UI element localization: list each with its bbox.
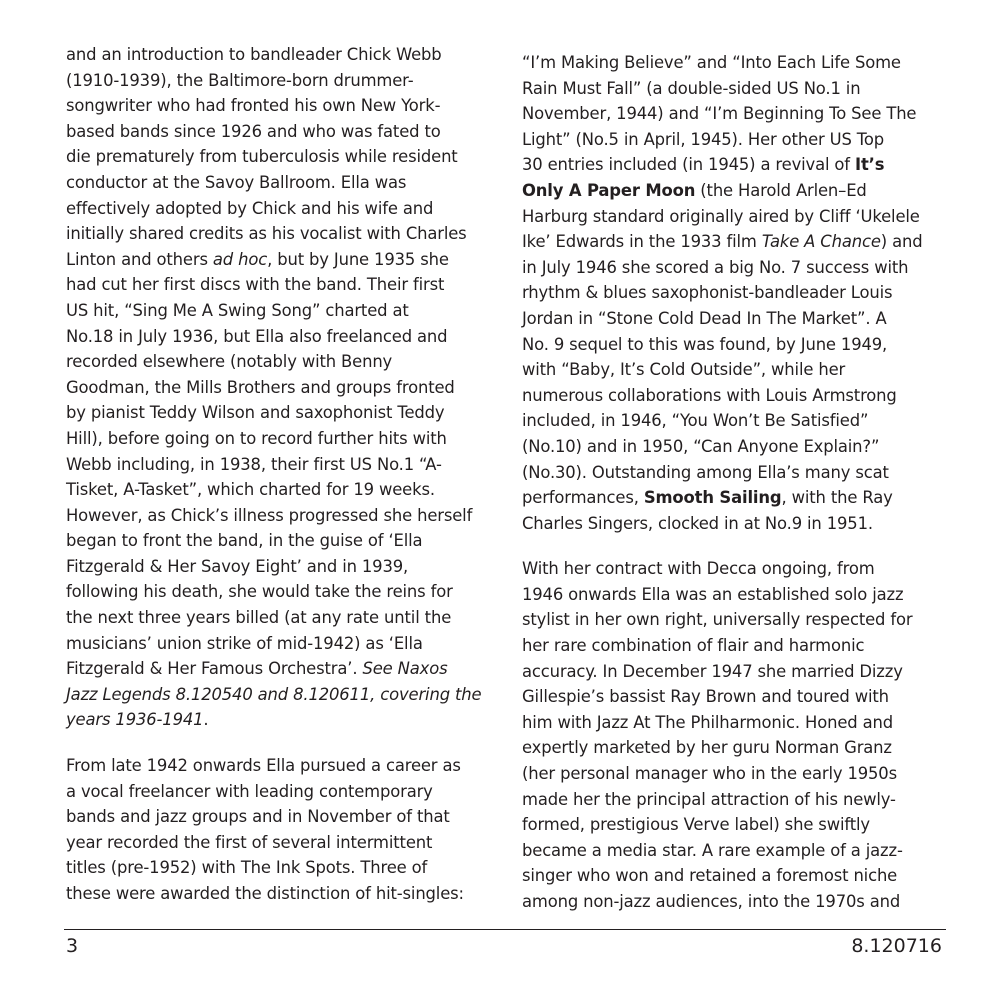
text-line: (No.30). Outstanding among Ella’s many scat (522, 462, 889, 482)
text-line: However, as Chick’s illness progressed she herself (66, 505, 473, 525)
text-line (522, 229, 952, 255)
text-line: die prematurely from tuberculosis while resident (66, 147, 458, 167)
text-line (66, 682, 496, 708)
text-line: recorded elsewhere (notably with Benny (66, 352, 393, 372)
text-line: had cut her first discs with the band. Their first (66, 275, 445, 295)
text-line: and an introduction to bandleader Chick Webb (66, 45, 442, 64)
italic-text: See Naxos (362, 659, 448, 679)
text-segment: Ike’ Edwards in the 1933 film (522, 232, 762, 252)
paragraph (522, 556, 952, 914)
text-line: Hill), before going on to record further hits with (66, 428, 447, 448)
text-segment: Linton and others (66, 249, 213, 269)
text-line: Rain Must Fall” (a double-sided US No.1 in (522, 78, 861, 98)
text-line: among non-jazz audiences, into the 1970s and (522, 892, 901, 911)
text-line: with “Baby, It’s Cold Outside”, while her (522, 360, 846, 380)
text-line: Webb including, in 1938, their first US No.1 “A- (66, 454, 442, 474)
text-line: made her the principal attraction of his newly- (522, 789, 896, 809)
text-line: November, 1944) and “I’m Beginning To See The (522, 104, 917, 124)
left-column (66, 42, 496, 927)
right-column (522, 50, 952, 935)
text-line: Jordan in “Stone Cold Dead In The Market”. A (522, 308, 887, 328)
text-segment: ) and (880, 232, 923, 252)
text-segment: Fitzgerald & Her Famous Orchestra’. (66, 659, 363, 679)
text-line: by pianist Teddy Wilson and saxophonist Teddy (66, 403, 445, 423)
text-line: “I’m Making Believe” and “Into Each Life Some (522, 53, 901, 72)
text-line: effectively adopted by Chick and his wife and (66, 198, 434, 218)
text-line (66, 707, 496, 733)
text-line: No.18 in July 1936, but Ella also freelanced and (66, 326, 448, 346)
text-line (66, 656, 496, 682)
text-line: these were awarded the distinction of hit-singles: (66, 884, 464, 903)
text-line: (1910-1939), the Baltimore-born drummer- (66, 70, 414, 90)
text-line (522, 485, 952, 511)
text-line: From late 1942 onwards Ella pursued a career as (66, 756, 461, 776)
text-segment: . (203, 710, 209, 730)
italic-text: Take A Chance (761, 232, 881, 252)
text-line: a vocal freelancer with leading contemporary (66, 781, 433, 801)
bold-text: It’s (855, 155, 885, 175)
text-line: US hit, “Sing Me A Swing Song” charted at (66, 300, 409, 320)
text-line: titles (pre-1952) with The Ink Spots. Three of (66, 858, 428, 878)
text-line: year recorded the first of several intermittent (66, 832, 433, 852)
text-line: began to front the band, in the guise of ‘Ella (66, 531, 423, 551)
paragraph (522, 50, 952, 536)
text-segment: , with the Ray (781, 488, 893, 508)
italic-text: years 1936-1941 (66, 710, 204, 730)
text-line: her rare combination of flair and harmonic (522, 636, 865, 656)
page-number: 3 (66, 935, 79, 957)
text-line: based bands since 1926 and who was fated to (66, 121, 441, 141)
text-line: Gillespie’s bassist Ray Brown and toured with (522, 687, 889, 707)
text-line: formed, prestigious Verve label) she swiftly (522, 815, 870, 835)
paragraph (66, 753, 496, 907)
bold-text: Smooth Sailing (643, 488, 782, 508)
text-line: 1946 onwards Ella was an established solo jazz (522, 584, 904, 604)
text-line: the next three years billed (at any rate until the (66, 608, 452, 628)
text-line: bands and jazz groups and in November of that (66, 807, 450, 827)
text-line: initially shared credits as his vocalist with Charles (66, 224, 467, 244)
italic-text: ad hoc (212, 249, 268, 269)
bold-text: Only A Paper Moon (522, 180, 696, 200)
text-segment: performances, (522, 488, 644, 508)
footer-rule (64, 929, 946, 930)
text-line (66, 247, 496, 273)
text-line: (No.10) and in 1950, “Can Anyone Explain?” (522, 436, 880, 456)
text-line: following his death, she would take the reins for (66, 582, 453, 602)
text-segment: (the Harold Arlen–Ed (695, 180, 867, 200)
text-line: in July 1946 she scored a big No. 7 success with (522, 257, 909, 277)
text-line: Tisket, A-Tasket”, which charted for 19 weeks. (66, 480, 435, 500)
catalogue-number: 8.120716 (851, 935, 942, 957)
text-line (522, 152, 952, 178)
text-line: Charles Singers, clocked in at No.9 in 1951. (522, 513, 873, 533)
text-line: became a media star. A rare example of a jazz- (522, 840, 903, 860)
text-line: singer who won and retained a foremost niche (522, 866, 898, 886)
text-line: stylist in her own right, universally respected for (522, 610, 913, 630)
text-segment: , but by June 1935 she (267, 249, 449, 269)
text-line: Light” (No.5 in April, 1945). Her other US Top (522, 129, 885, 149)
text-line: songwriter who had fronted his own New York- (66, 96, 441, 116)
text-line: Harburg standard originally aired by Cliff ‘Ukelele (522, 206, 920, 226)
text-line: expertly marketed by her guru Norman Granz (522, 738, 892, 758)
paragraph (66, 42, 496, 733)
text-line: Fitzgerald & Her Savoy Eight’ and in 1939, (66, 556, 409, 576)
text-line: him with Jazz At The Philharmonic. Honed and (522, 712, 893, 732)
text-line: accuracy. In December 1947 she married Dizzy (522, 661, 903, 681)
text-line: rhythm & blues saxophonist-bandleader Louis (522, 283, 893, 303)
text-line: included, in 1946, “You Won’t Be Satisfied” (522, 411, 869, 431)
text-line: (her personal manager who in the early 1950s (522, 764, 897, 784)
italic-text: Jazz Legends 8.120540 and 8.120611, covering the (66, 684, 482, 704)
text-line: musicians’ union strike of mid-1942) as ‘Ella (66, 633, 423, 653)
text-line: numerous collaborations with Louis Armstrong (522, 385, 897, 405)
text-line (522, 178, 952, 204)
text-line: Goodman, the Mills Brothers and groups fronted (66, 377, 455, 397)
text-line: With her contract with Decca ongoing, from (522, 559, 875, 579)
text-line: conductor at the Savoy Ballroom. Ella was (66, 172, 407, 192)
text-segment: 30 entries included (in 1945) a revival of (522, 155, 855, 175)
text-line: No. 9 sequel to this was found, by June 1949, (522, 334, 888, 354)
